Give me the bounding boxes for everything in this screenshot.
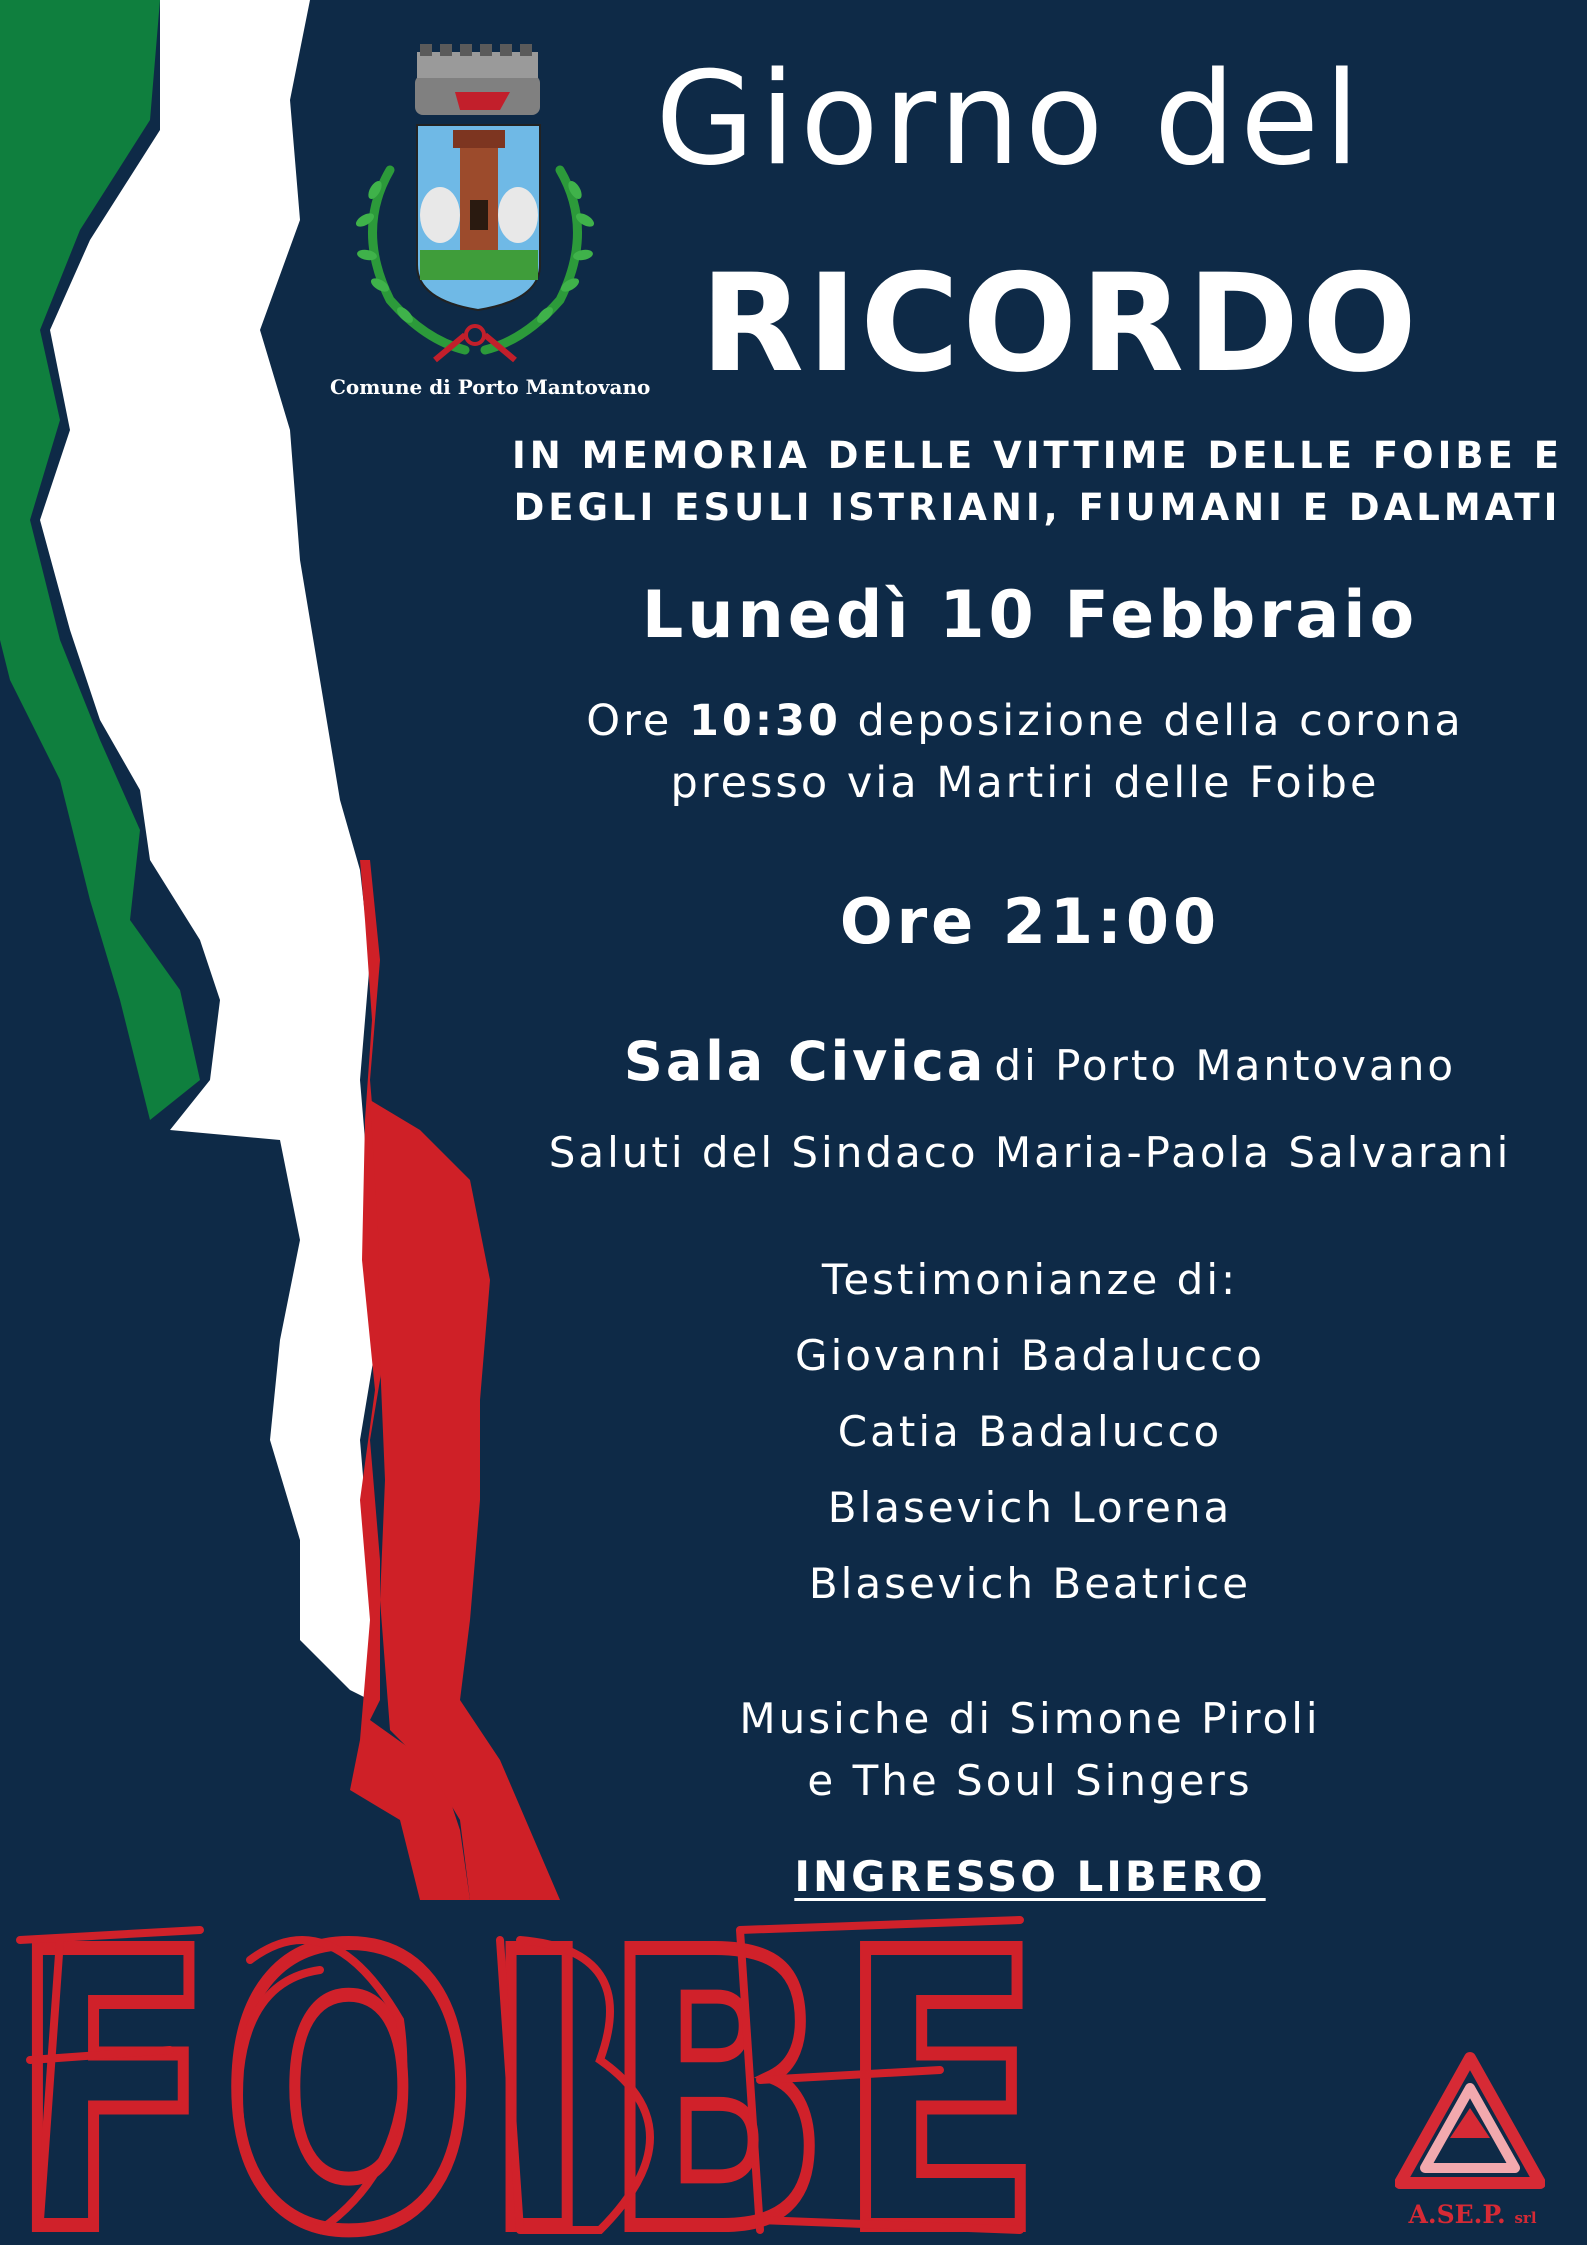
asep-logo-icon xyxy=(1395,2048,1545,2198)
subtitle-line-2: DEGLI ESULI ISTRIANI, FIUMANI E DALMATI xyxy=(513,486,1562,529)
event-date: Lunedì 10 Febbraio xyxy=(641,578,1419,653)
memorial-subtitle xyxy=(510,430,1565,534)
asep-name-text: A.SE.P. xyxy=(1408,2200,1506,2229)
morning-prefix: Ore xyxy=(586,696,689,746)
mayor-greetings: Saluti del Sindaco Maria-Paola Salvarani xyxy=(548,1128,1512,1177)
venue-location: di Porto Mantovano xyxy=(994,1041,1457,1090)
venue-name: Sala Civica xyxy=(623,1030,987,1093)
music-line-1: Musiche di Simone Piroli xyxy=(739,1694,1321,1743)
asep-name xyxy=(1385,2200,1560,2229)
morning-place: presso via Martiri delle Foibe xyxy=(670,758,1380,808)
morning-line-1 xyxy=(500,690,1550,752)
comune-crest-icon xyxy=(335,40,615,370)
morning-ceremony xyxy=(500,690,1550,814)
music-credits xyxy=(530,1688,1530,1812)
comune-label: Comune di Porto Mantovano xyxy=(330,375,651,399)
testimony-name: Catia Badalucco xyxy=(837,1407,1223,1456)
free-entry xyxy=(530,1852,1530,1901)
subtitle-line-1: IN MEMORIA DELLE VITTIME DELLE FOIBE E xyxy=(512,434,1563,477)
morning-time: 10:30 xyxy=(688,696,841,746)
music-line-2: e The Soul Singers xyxy=(807,1756,1253,1805)
title-ricordo: RICORDO xyxy=(700,245,1420,402)
testimony-name: Giovanni Badalucco xyxy=(795,1331,1265,1380)
foibe-scribbled-word xyxy=(0,1900,1100,2245)
testimony-name: Blasevich Beatrice xyxy=(808,1559,1252,1608)
venue xyxy=(500,1030,1580,1093)
asep-suffix: srl xyxy=(1514,2209,1537,2227)
testimony-name: Blasevich Lorena xyxy=(827,1483,1233,1532)
foibe-word: FOIBE xyxy=(10,1900,1050,2245)
title-giorno-del: Giorno del xyxy=(655,45,1365,194)
free-entry-text: INGRESSO LIBERO xyxy=(794,1852,1266,1901)
morning-desc: deposizione della corona xyxy=(840,696,1464,746)
evening-time: Ore 21:00 xyxy=(839,885,1221,958)
testimonies-label: Testimonianze di: xyxy=(821,1255,1239,1304)
